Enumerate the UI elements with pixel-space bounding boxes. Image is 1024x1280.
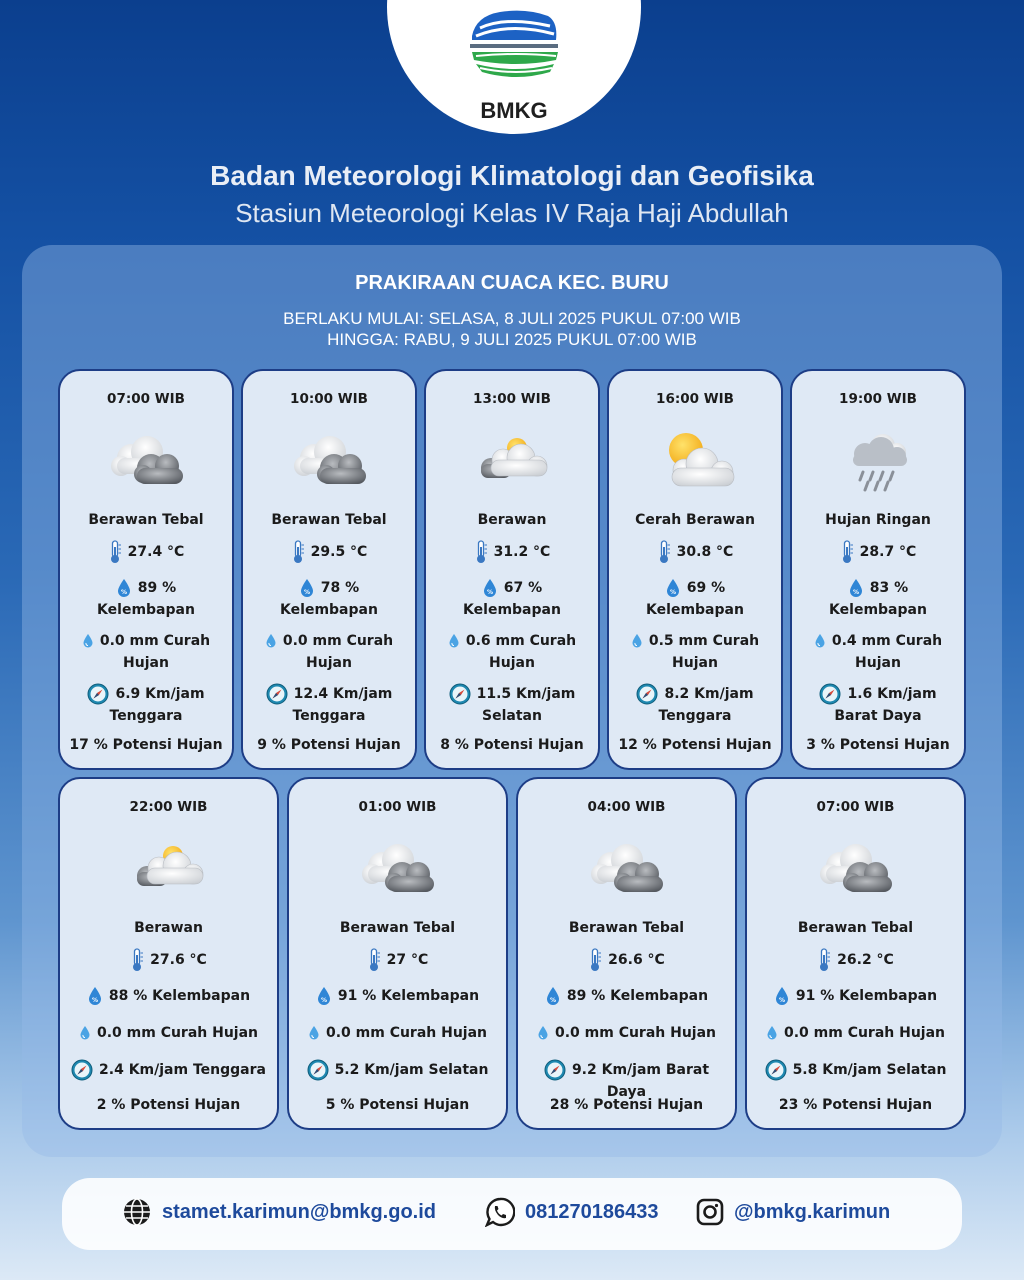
forecast-time: 07:00 WIB [816,799,895,815]
weather-condition: Berawan Tebal [271,512,387,528]
rainfall-label-row [66,652,226,674]
forecast-card [516,777,737,1130]
weather-condition-row [249,509,409,531]
forecast-time: 16:00 WIB [656,391,734,407]
rainfall-row [524,1022,729,1044]
temperature-row [66,540,226,564]
humidity-icon [774,986,790,1006]
weather-condition: Hujan Ringan [825,512,931,528]
humidity-row [249,577,409,599]
station-subtitle: Stasiun Meteorologi Kelas IV Raja Haji Abdullah [235,198,789,228]
wind-speed-row [753,1059,958,1081]
wind-direction-row [249,705,409,727]
humidity-row [524,985,729,1007]
wind-direction: Tenggara [658,708,732,724]
compass-icon [87,683,109,705]
rain-probability-row [753,1094,958,1116]
cloudy-icon [469,428,559,492]
forecast-card [58,777,279,1130]
rain-drop-icon [448,633,460,649]
temperature: 31.2 °C [493,544,551,560]
forecast-card [790,369,966,770]
temperature: 27 °C [386,952,429,968]
humidity-label-row [249,599,409,621]
rainfall: 0.0 mm Curah Hujan [554,1025,717,1041]
forecast-title: PRAKIRAAN CUACA KEC. BURU [355,272,669,294]
rain-drop-icon [308,1025,320,1041]
rain-probability-row [798,734,958,756]
humidity: 91 % Kelembapan [337,988,480,1004]
rain-drop-icon [537,1025,549,1041]
forecast-card [287,777,508,1130]
thermometer-icon [130,948,144,972]
instagram-text: @bmkg.karimun [734,1200,891,1223]
rain-probability-row [432,734,592,756]
forecast-time: 07:00 WIB [107,391,185,407]
rain-probability-row [66,734,226,756]
temperature-row [249,540,409,564]
compass-icon [307,1059,329,1081]
temperature-row [615,540,775,564]
rainfall-row [753,1022,958,1044]
wind-speed: 12.4 Km/jam [293,686,393,702]
wind-direction-row [432,705,592,727]
rainfall-label: Hujan [306,655,352,671]
humidity-icon [316,986,332,1006]
weather-condition-row [295,917,500,939]
rain-probability: 23 % Potensi Hujan [778,1097,933,1113]
compass-icon [544,1059,566,1081]
rainfall-label: Hujan [123,655,169,671]
humidity-row [753,985,958,1007]
forecast-time: 19:00 WIB [839,391,917,407]
rainfall-row [66,630,226,652]
wind-direction-row [615,705,775,727]
weather-condition: Berawan [477,512,547,528]
instagram-icon [696,1198,724,1226]
temperature-row [66,948,271,972]
wind-direction-row [798,705,958,727]
rain-probability-row [524,1094,729,1116]
weather-condition-row [66,917,271,939]
valid-until: HINGGA: RABU, 9 JULI 2025 PUKUL 07:00 WIB [327,330,697,349]
wind-speed: 6.9 Km/jam [115,686,205,702]
humidity-icon [87,986,103,1006]
humidity-row [432,577,592,599]
humidity-label-row [66,599,226,621]
temperature-row [798,540,958,564]
humidity: 89 % Kelembapan [566,988,709,1004]
rainfall-row [295,1022,500,1044]
humidity-icon [545,986,561,1006]
compass-icon [71,1059,93,1081]
temperature: 27.6 °C [150,952,207,968]
rainfall: 0.5 mm Curah [648,633,760,649]
rain-probability: 12 % Potensi Hujan [618,737,772,753]
rain-probability: 3 % Potensi Hujan [806,737,950,753]
humidity-label: Kelembapan [463,602,561,618]
wind-speed: 8.2 Km/jam [664,686,754,702]
humidity-row [295,985,500,1007]
rainfall: 0.0 mm Curah [99,633,211,649]
humidity-label: Kelembapan [646,602,744,618]
weather-condition: Berawan Tebal [797,920,914,936]
humidity: 78 % [320,580,360,596]
rain-probability: 9 % Potensi Hujan [257,737,401,753]
rainfall-label: Hujan [672,655,718,671]
humidity-label: Kelembapan [280,602,378,618]
phone-text: 081270186433 [525,1200,659,1223]
compass-icon [765,1059,787,1081]
wind-direction: Tenggara [109,708,183,724]
agency-title: Badan Meteorologi Klimatologi dan Geofisika [210,160,814,191]
humidity-row [798,577,958,599]
humidity-row [66,577,226,599]
rain-drop-icon [82,633,94,649]
phone-contact[interactable] [485,1196,658,1228]
rainfall-label-row [249,652,409,674]
rainfall: 0.4 mm Curah [831,633,943,649]
rainfall-row [66,1022,271,1044]
humidity: 89 % [137,580,177,596]
thermometer-icon [657,540,671,564]
rain-probability: 28 % Potensi Hujan [549,1097,704,1113]
humidity-label-row [432,599,592,621]
wind-speed: 1.6 Km/jam [847,686,937,702]
thermometer-icon [588,948,602,972]
thermometer-icon [367,948,381,972]
rain-probability: 8 % Potensi Hujan [440,737,584,753]
heavy-cloud-icon [103,428,193,492]
rain-drop-icon [631,633,643,649]
weather-condition-row [524,917,729,939]
wind-direction: Barat Daya [834,708,922,724]
rainfall: 0.0 mm Curah [282,633,394,649]
rainfall-label: Hujan [855,655,901,671]
thermometer-icon [108,540,122,564]
temperature: 30.8 °C [676,544,734,560]
weather-condition: Berawan [134,920,203,936]
wind-speed-row [432,683,592,705]
compass-icon [449,683,471,705]
wind-direction-row [66,705,226,727]
humidity: 91 % Kelembapan [795,988,938,1004]
humidity-icon [665,578,681,598]
humidity: 88 % Kelembapan [108,988,251,1004]
temperature-row [432,540,592,564]
wind-speed: 5.2 Km/jam Selatan [334,1062,489,1078]
humidity-row [615,577,775,599]
thermometer-icon [840,540,854,564]
heavy-cloud-icon [286,428,376,492]
thermometer-icon [817,948,831,972]
weather-condition: Berawan Tebal [88,512,204,528]
weather-condition: Berawan Tebal [568,920,685,936]
rainfall: 0.6 mm Curah [465,633,577,649]
temperature-row [524,948,729,972]
rain-drop-icon [265,633,277,649]
forecast-card [241,369,417,770]
whatsapp-icon [485,1197,515,1227]
rainfall-row [249,630,409,652]
wind-speed-row [66,1059,271,1081]
rain-probability: 5 % Potensi Hujan [325,1097,470,1113]
humidity-icon [116,578,132,598]
cloudy-icon [125,836,215,900]
wind-speed: 11.5 Km/jam [476,686,576,702]
rainfall: 0.0 mm Curah Hujan [96,1025,259,1041]
forecast-card [58,369,234,770]
wind-speed: 5.8 Km/jam Selatan [792,1062,947,1078]
bmkg-logo-icon [466,6,562,86]
wind-speed: 2.4 Km/jam Tenggara [99,1062,266,1078]
humidity-icon [848,578,864,598]
weather-condition: Berawan Tebal [339,920,456,936]
light-rain-icon [835,428,925,492]
wind-direction: Tenggara [292,708,366,724]
heavy-cloud-icon [812,836,902,900]
rain-probability-row [615,734,775,756]
rain-drop-icon [766,1025,778,1041]
weather-condition-row [753,917,958,939]
email-contact[interactable] [122,1196,436,1228]
rainfall-row [432,630,592,652]
valid-from: BERLAKU MULAI: SELASA, 8 JULI 2025 PUKUL 07:00 WIB [283,309,741,328]
humidity: 69 % [686,580,726,596]
rainfall-label: Hujan [489,655,535,671]
rain-probability-row [66,1094,271,1116]
wind-speed-row [66,683,226,705]
rainfall-row [798,630,958,652]
weather-condition-row [798,509,958,531]
temperature-row [753,948,958,972]
wind-speed-row [295,1059,500,1081]
rain-probability: 2 % Potensi Hujan [96,1097,241,1113]
temperature: 27.4 °C [127,544,185,560]
thermometer-icon [474,540,488,564]
rainfall: 0.0 mm Curah Hujan [783,1025,946,1041]
weather-condition-row [66,509,226,531]
temperature-row [295,948,500,972]
rainfall: 0.0 mm Curah Hujan [325,1025,488,1041]
forecast-time: 22:00 WIB [129,799,208,815]
wind-speed-row [615,683,775,705]
wind-direction: Selatan [482,708,542,724]
humidity-label-row [615,599,775,621]
forecast-time: 04:00 WIB [587,799,666,815]
humidity-row [66,985,271,1007]
humidity-icon [482,578,498,598]
humidity: 67 % [503,580,543,596]
rainfall-label-row [615,652,775,674]
humidity-label: Kelembapan [829,602,927,618]
wind-speed-row [798,683,958,705]
rainfall-label-row [432,652,592,674]
humidity-label-row [798,599,958,621]
globe-icon [122,1197,152,1227]
compass-icon [636,683,658,705]
email-text: stamet.karimun@bmkg.go.id [162,1200,436,1223]
partly-cloudy-icon [652,428,742,492]
temperature: 26.6 °C [608,952,665,968]
temperature: 26.2 °C [837,952,894,968]
rainfall-row [615,630,775,652]
rain-drop-icon [814,633,826,649]
weather-condition-row [432,509,592,531]
forecast-time: 10:00 WIB [290,391,368,407]
forecast-time: 13:00 WIB [473,391,551,407]
forecast-card [745,777,966,1130]
compass-icon [266,683,288,705]
rain-probability: 17 % Potensi Hujan [69,737,223,753]
weather-condition-row [615,509,775,531]
thermometer-icon [291,540,305,564]
humidity-label: Kelembapan [97,602,195,618]
forecast-card [607,369,783,770]
forecast-time: 01:00 WIB [358,799,437,815]
humidity: 83 % [869,580,909,596]
instagram-contact[interactable] [696,1196,890,1228]
weather-condition: Cerah Berawan [635,512,755,528]
wind-speed-row [249,683,409,705]
rain-probability-row [295,1094,500,1116]
heavy-cloud-icon [583,836,673,900]
rain-probability-row [249,734,409,756]
compass-icon [819,683,841,705]
heavy-cloud-icon [354,836,444,900]
temperature: 29.5 °C [310,544,368,560]
wind-speed: 9.2 Km/jam Barat Daya [571,1062,710,1100]
humidity-icon [299,578,315,598]
logo-text: BMKG [480,98,548,123]
forecast-card [424,369,600,770]
temperature: 28.7 °C [859,544,917,560]
rainfall-label-row [798,652,958,674]
rain-drop-icon [79,1025,91,1041]
